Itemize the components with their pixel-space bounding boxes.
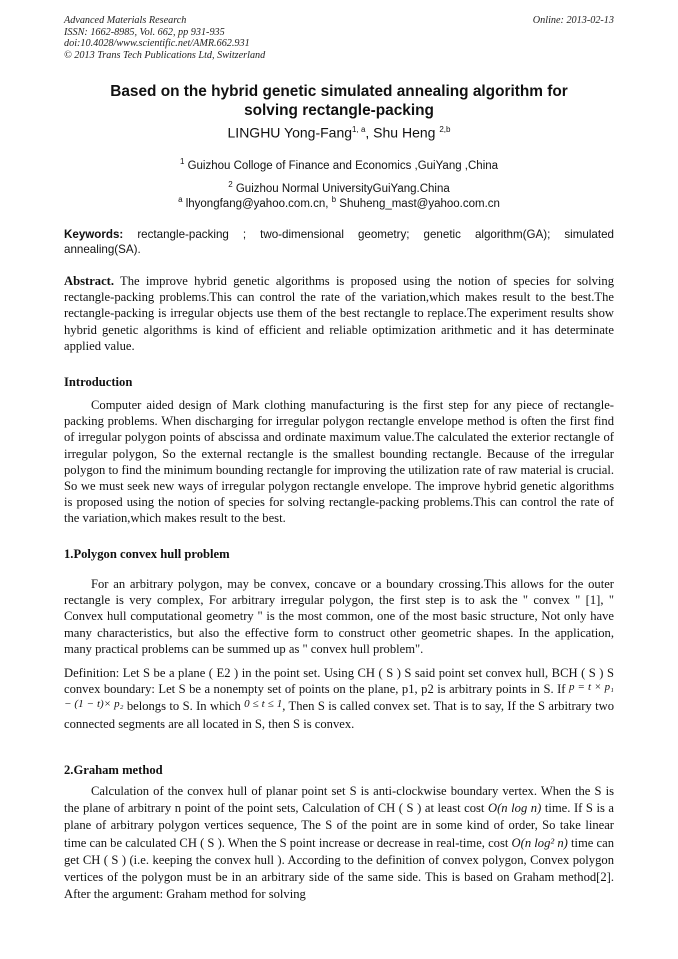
author-1: LINGHU Yong-Fang: [227, 124, 353, 141]
email-b[interactable]: Shuheng_mast@yahoo.com.cn: [336, 197, 500, 210]
n-log-n-formula: O(n log n): [488, 801, 542, 816]
convex-combination-formula: p = t × p₁ − (1 − t)× p₂: [64, 681, 614, 711]
definition-text-mid: belongs to S. In which: [123, 699, 245, 714]
author-1-affiliation-mark: 1, a: [352, 125, 366, 134]
email-b-mark: b: [331, 195, 337, 204]
graham-paragraph: [64, 783, 614, 903]
affiliation-1-mark: 1: [179, 157, 185, 166]
email-a[interactable]: lhyongfang@yahoo.com.cn,: [182, 197, 332, 210]
affiliation-1-text: Guizhou Colloge of Finance and Economics ,GuiYang ,China: [184, 159, 499, 172]
graham-text-post: time can get CH ( S ) (i.e. keeping the convex hull ). According to the definition of convex polygon, Convex polygon vertices of the polygon must be in an arbitrary side of the same side. This is based on Graham method[2]. After the argument: Graham method for solving: [64, 835, 614, 902]
definition-text-post: , Then S is called convex set. That is to say, If the S arbitrary two connected segments are all located in S, then S is convex.: [64, 699, 614, 731]
author-list: [64, 121, 614, 142]
issn-line: ISSN: 1662-8985, Vol. 662, pp 931-935: [64, 26, 225, 38]
section-heading-polygon-convex-hull: 1.Polygon convex hull problem: [64, 547, 230, 561]
author-2-affiliation-mark: 2,b: [439, 125, 451, 134]
title-line-2: solving rectangle-packing: [244, 102, 434, 119]
journal-name: Advanced Materials Research: [64, 15, 187, 26]
definition-text-pre: Definition: Let S be a plane ( E2 ) in the point set. Using CH ( S ) S said point set convex hull, BCH ( S ) S convex boundary: Let S be a nonempty set of points on the plane, p1, p2 is arbitrary points in S. If: [64, 666, 614, 697]
keywords-text: rectangle-packing ; two-dimensional geometry; genetic algorithm(GA); simulated annealing(SA).: [64, 228, 614, 256]
abstract-label: Abstract.: [64, 274, 115, 288]
abstract: [64, 273, 614, 354]
affiliation-2-text: Guizhou Normal UniversityGuiYang.China: [232, 182, 450, 195]
keywords: [64, 227, 614, 257]
t-range-formula: 0 ≤ t ≤ 1: [244, 698, 283, 711]
author-separator: ,: [365, 124, 374, 141]
affiliation-1: [64, 155, 614, 173]
emails: [64, 193, 614, 211]
n-log-squared-n-formula: O(n log² n): [511, 835, 568, 850]
graham-text-pre: Calculation of the convex hull of planar point set S is anti-clockwise boundary vertex. When the S is the plane of arbitrary n point of the point sets, Calculation of CH ( S ) at least cost: [64, 784, 614, 816]
section-heading-graham-method: 2.Graham method: [64, 763, 163, 777]
introduction-paragraph: Computer aided design of Mark clothing manufacturing is the first step for any piece of rectangle-packing problems. When discharging for irregular polygon rectangle envelope method is often the first find of irregular polygon points of abscissa and ordinate maximum value.The calculated the exterior rectangle of irregular polygon, So the external rectangle is the smallest bounding rectangle. Because of the irregular polygon to find the minimum bounding rectangle for improving the utilization rate of raw material is crucial. So we must seek new ways of irregular polygon rectangle envelope. The improve hybrid genetic algorithms is proposed using the notion of species for solving rectangle-packing problems.This can control the rate of the variation,which makes result to the best.: [64, 398, 614, 526]
copyright-line: © 2013 Trans Tech Publications Ltd, Switzerland: [64, 49, 266, 61]
title-line-1: Based on the hybrid genetic simulated annealing algorithm for: [110, 83, 568, 100]
paper-title: [64, 82, 614, 120]
email-a-mark: a: [178, 195, 183, 204]
author-2: Shu Heng: [373, 124, 440, 141]
online-date: Online: 2013-02-13: [532, 15, 614, 26]
abstract-text: The improve hybrid genetic algorithms is proposed using the notion of species for solving rectangle-packing problems.This can control the rate of the variation,which makes result to the best.The rectangle-packing is irregular objects use them of the best rectangle to replace.The experiment results show hybrid genetic algorithms is kind of efficient and reliable optimization arithmetic and it has determinate applied value.: [64, 274, 614, 353]
definition-paragraph: [64, 665, 614, 732]
doi-line: doi:10.4028/www.scientific.net/AMR.662.931: [64, 38, 250, 49]
graham-text-mid: time. If S is a plane of arbitrary polygon vertices sequence, The S of the point are in some kind of order, So take linear time can be calculated CH ( S ). When the S point increase or decrease in real-time, cost: [64, 801, 615, 850]
convex-hull-paragraph: For an arbitrary polygon, may be convex, concave or a boundary crossing.This allows for the outer rectangle is very complex, For arbitrary irregular polygon, the first step is to ask the " convex " [1], " Convex hull computational geometry " is the most common, one of the most basic structure, Not only have many characteristics, but also the effective form to construct other geometric shapes. In the application, many practical problems can be summed up as " convex hull problem".: [64, 577, 614, 656]
keywords-label: Keywords:: [64, 228, 124, 241]
section-heading-introduction: Introduction: [64, 375, 133, 389]
affiliation-2-mark: 2: [228, 180, 233, 189]
journal-header: [64, 15, 265, 61]
